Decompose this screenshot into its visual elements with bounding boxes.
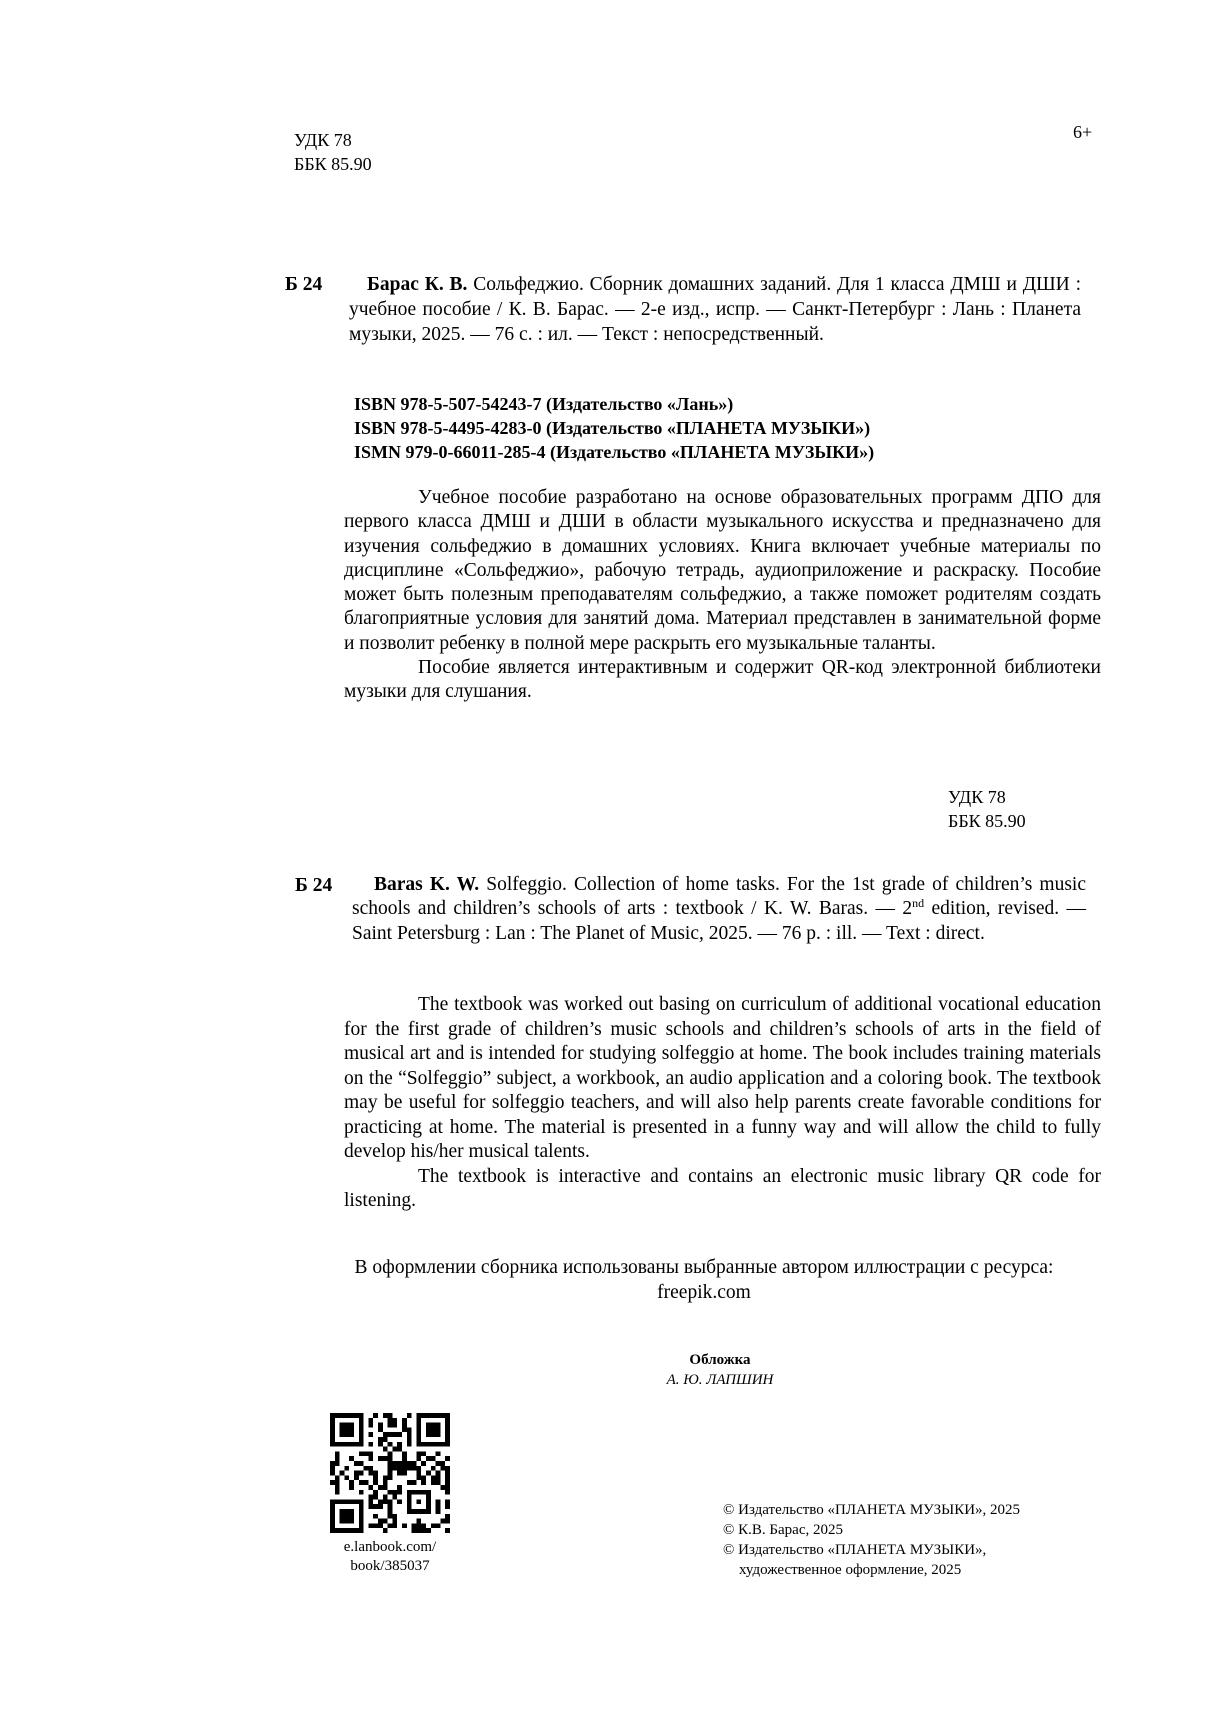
en-entry [352,873,1086,946]
ru-entry-author: Барас К. В. [367,274,468,295]
udk-code-mid [948,785,1026,833]
copyright-line-3: © Издательство «ПЛАНЕТА МУЗЫКИ», [723,1542,987,1558]
udk-label: УДК 78 [294,130,352,150]
ru-entry-first-line [349,272,1081,347]
udk-label-mid: УДК 78 [948,787,1006,807]
isbn-list [354,392,874,464]
ru-abstract-para-2: Пособие является интерактивным и содержит QR-код электронной библиотеки музыки для слушания. [344,657,1101,703]
en-abstract [344,993,1101,1214]
en-entry-text-2: edition, revised. — Saint Petersburg : Lan : The Planet of Music, 2025. — 76 p. : ill. — Text : direct. [352,898,1086,944]
age-rating: 6+ [1073,122,1093,142]
ru-abstract-para-1: Учебное пособие разработано на основе образовательных программ ДПО для первого класса ДМШ и ДШИ в области музыкального искусства и предназначено для изучения сольфеджио в домашних условиях. Книга включает учебные материалы по дисциплине «Сольфеджио», рабочую тетрадь, аудиоприложение и раскраску. Пособие может быть полезным преподавателям сольфеджио, а также поможет родителям создать благоприятные условия для занятий дома. Материал представлен в занимательной форме и позволит ребенку в полной мере раскрыть его музыкальные таланты. [344,487,1101,654]
en-entry-code: Б 24 [295,875,333,896]
cover-designer: А. Ю. ЛАПШИН [666,1372,774,1388]
cover-label: Обложка [689,1352,751,1368]
isbn-planeta: ISBN 978-5-4495-4283-0 (Издательство «ПЛАНЕТА МУЗЫКИ») [354,418,871,438]
qr-caption-line-2: book/385037 [350,1558,430,1574]
bbk-label-mid: ББК 85.90 [948,811,1026,831]
copyright-line-2: © К.В. Барас, 2025 [723,1522,843,1538]
ru-abstract [344,486,1101,705]
bbk-label: ББК 85.90 [294,154,372,174]
illustrations-credit [300,1255,1108,1305]
en-abstract-para-1: The textbook was worked out basing on curriculum of additional vocational education for the first grade of children’s music schools and children’s schools of arts in the field of musical art and is intended for studying solfeggio at home. The book includes training materials on the “Solfeggio” subject, a workbook, an audio application and a coloring book. The textbook may be useful for solfeggio teachers, and will also help parents create favorable conditions for practicing at home. The material is presented in a funny way and will allow the child to fully develop his/her musical talents. [344,994,1101,1162]
ru-entry-text: Сольфеджио. Сборник домашних заданий. Для 1 класса ДМШ и ДШИ : учебное пособие / К. В. Барас. — 2-е изд., испр. — Санкт-Петербург : Лань : Планета музыки, 2025. — 76 с. : ил. — Текст : непосредственный. [349,274,1081,345]
isbn-lan: ISBN 978-5-507-54243-7 (Издательство «Лань») [354,394,734,414]
cover-credit [560,1350,880,1390]
udk-code-top [294,128,372,176]
en-entry-sup: nd [912,896,925,911]
copyright-line-1: © Издательство «ПЛАНЕТА МУЗЫКИ», 2025 [723,1502,1021,1518]
ismn-planeta: ISMN 979-0-66011-285-4 (Издательство «ПЛАНЕТА МУЗЫКИ») [354,442,875,462]
qr-code[interactable] [330,1413,450,1533]
illustrations-line-2: freepik.com [657,1282,751,1303]
illustrations-line-1: В оформлении сборника использованы выбранные автором иллюстрации с ресурса: [354,1257,1054,1278]
en-entry-author: Baras K. W. [374,874,480,895]
copyright-block [723,1500,1020,1580]
en-abstract-para-2: The textbook is interactive and contains an electronic music library QR code for listening. [344,1165,1101,1211]
qr-caption [325,1538,455,1576]
ru-entry-code: Б 24 [285,274,323,295]
qr-caption-line-1: e.lanbook.com/ [343,1539,437,1555]
copyright-line-4: художественное оформление, 2025 [739,1562,962,1578]
en-entry-text-1: Solfeggio. Collection of home tasks. For the 1st grade of children’s music schools and children’s schools of arts : textbook / K. W. Baras. — 2 [352,874,1086,920]
